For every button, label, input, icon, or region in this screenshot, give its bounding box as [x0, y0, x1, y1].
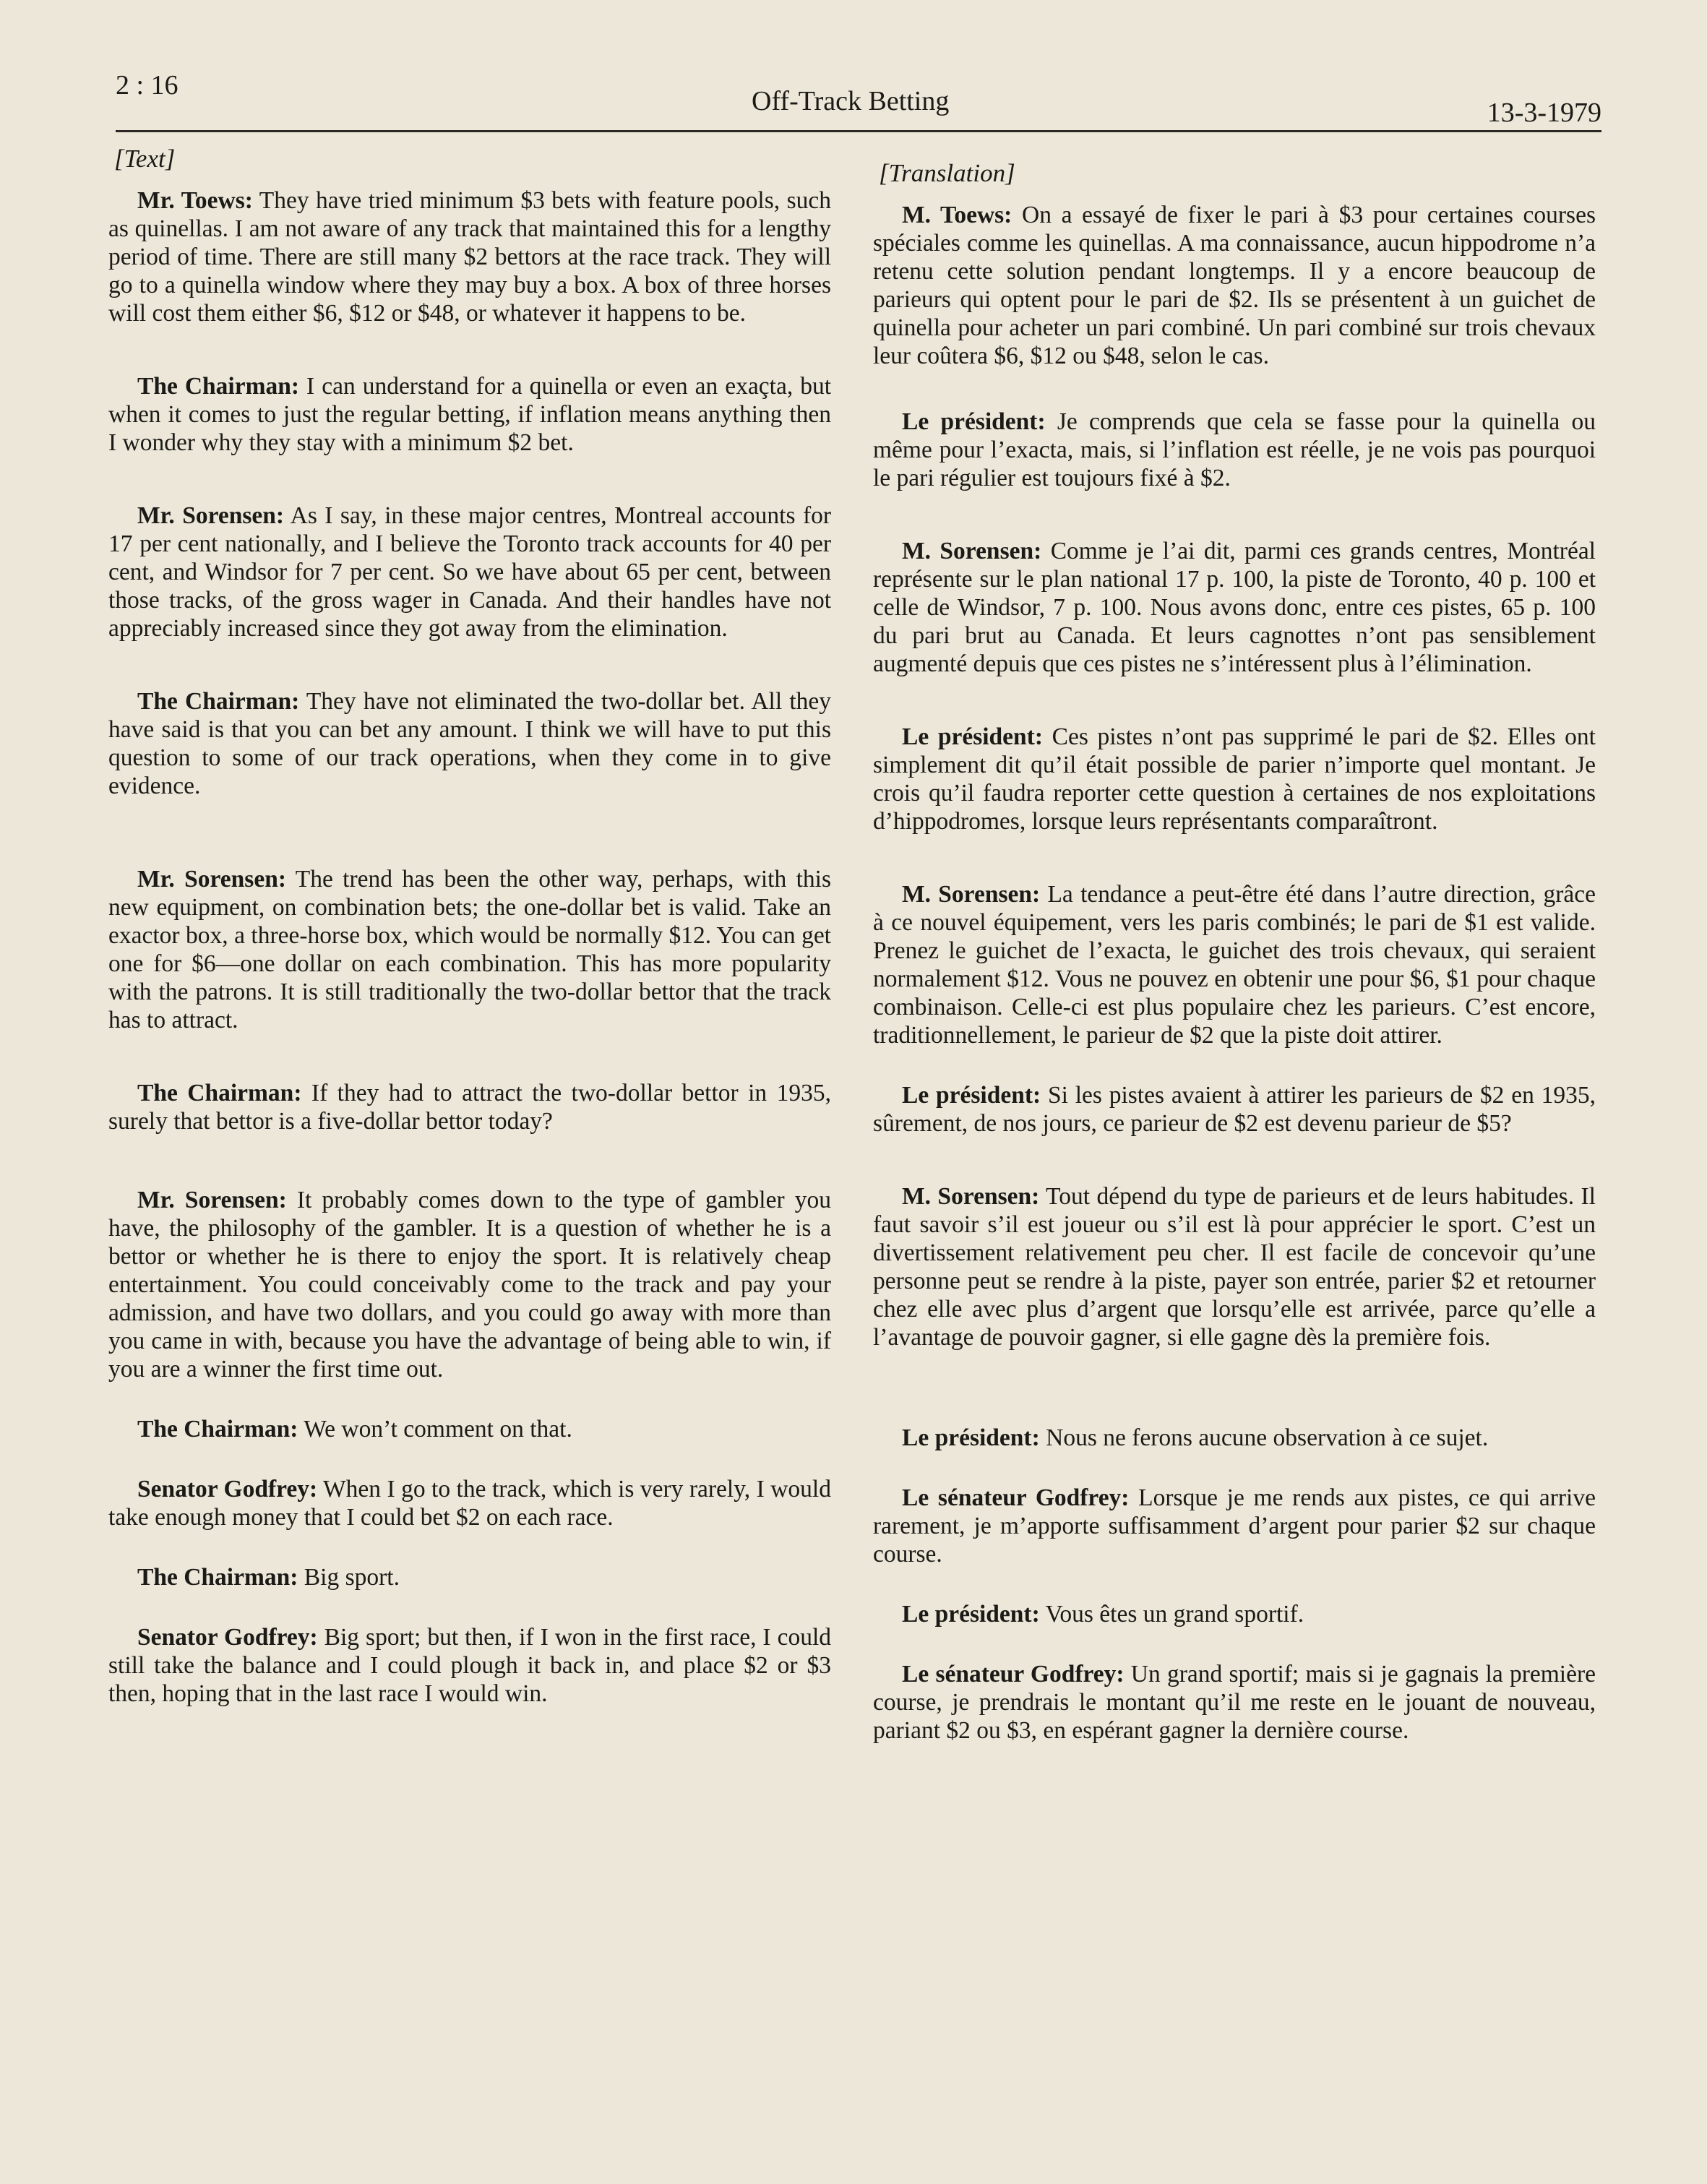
speaker-name: The Chairman:: [137, 373, 300, 400]
column-label: [Text]: [114, 145, 176, 173]
speech-paragraph: [108, 1415, 831, 1443]
speech-text: They have not eliminated the two-dollar bet. All they have said is that you can bet any amount. I think we will have to put this question to some of our track operations, when they come in to give evidence.: [108, 688, 831, 799]
english-column: [108, 145, 831, 1708]
speaker-name: The Chairman:: [137, 1564, 298, 1591]
speech-paragraph: [873, 201, 1596, 370]
speaker-name: Le sénateur Godfrey:: [902, 1661, 1125, 1688]
speaker-name: Mr. Sorensen:: [137, 1187, 287, 1213]
speech-paragraph: [873, 1081, 1596, 1138]
speech-paragraph: [108, 1623, 831, 1708]
speech-text: It probably comes down to the type of gambler you have, the philosophy of the gambler. It is a question of whether he is a bettor or whether he is there to enjoy the sport. It is relatively cheap entertainment. You could conceivably come to the track and pay your admission, and have two dollars, and you could go away with more than you came in with, because you have the advantage of being able to win, if you are a winner the first time out.: [108, 1187, 832, 1383]
speech-paragraph: [873, 1600, 1596, 1628]
speaker-name: M. Sorensen:: [902, 538, 1042, 564]
speech-text: Nous ne ferons aucune observation à ce sujet.: [1039, 1424, 1489, 1451]
speech-paragraph: [873, 1484, 1596, 1568]
speech-text: We won’t comment on that.: [298, 1416, 572, 1443]
speech-text: Si les pistes avaient à attirer les parieurs de $2 en 1935, sûrement, de nos jours, ce parieur de $2 est devenu parieur de $5?: [873, 1082, 1596, 1137]
speaker-name: M. Toews:: [902, 202, 1012, 228]
speaker-name: Le sénateur Godfrey:: [902, 1484, 1130, 1511]
speech-text: On a essayé de fixer le pari à $3 pour certaines courses spéciales comme les quinellas. A ma connaissance, aucun hippodrome n’a retenu cette solution pendant longtemps. Il y a encore beaucoup de parieurs qui optent pour le pari de $2. Ils se présentent à un guichet de quinella pour acheter un pari combiné. Un pari combiné sur trois chevaux leur coûtera $6, $12 ou $48, selon le cas.: [873, 202, 1596, 369]
speech-text: Comme je l’ai dit, parmi ces grands centres, Montréal représente sur le plan national 17 p. 100, la piste de Toronto, 40 p. 100 et celle de Windsor, 7 p. 100. Nous avons donc, entre ces pistes, 65 p. 100 du pari brut au Canada. Et leurs cagnottes n’ont pas sensiblement augmenté depuis que ces pistes ne s’intéressent plus à l’élimination.: [873, 538, 1596, 677]
page-number: 2 : 16: [116, 70, 179, 100]
speech-paragraph: [873, 723, 1596, 835]
speech-paragraph: [873, 537, 1596, 678]
french-column: [873, 159, 1596, 1745]
speech-paragraph: [873, 408, 1596, 492]
speaker-name: Mr. Sorensen:: [137, 502, 285, 529]
speaker-name: M. Sorensen:: [902, 1183, 1040, 1210]
speech-text: Tout dépend du type de parieurs et de leurs habitudes. Il faut savoir s’il est joueur ou s’il est là pour apprécier le sport. C’est un divertissement relativement peu cher. Il est facile de concevoir qu’une personne peut se rendre à la piste, payer son entrée, parier $2 et retourner chez elle avec plus d’argent que lorsqu’elle est arrivée, parce qu’elle a l’avantage de pouvoir gagner, si elle gagne dès la première fois.: [873, 1183, 1596, 1351]
speech-paragraph: [108, 372, 831, 457]
speech-paragraph: [108, 1563, 831, 1591]
speech-paragraph: [873, 880, 1596, 1049]
speaker-name: Mr. Sorensen:: [137, 866, 286, 893]
speaker-name: Le président:: [902, 408, 1046, 435]
speech-text: When I go to the track, which is very rarely, I would take enough money that I could bet $2 on each race.: [108, 1476, 831, 1531]
speaker-name: Le président:: [902, 1601, 1040, 1628]
speech-text: La tendance a peut-être été dans l’autre direction, grâce à ce nouvel équipement, vers les paris combinés; le pari de $1 est valide. Prenez le guichet de l’exacta, le guichet des trois chevaux, qui seraient normalement $12. Vous ne pouvez en obtenir une pour $6, $1 pour chaque combinaison. Celle-ci est plus populaire chez les parieurs. C’est encore, traditionnellement, le parieur de $2 que la piste doit attirer.: [873, 881, 1596, 1049]
speech-text: If they had to attract the two-dollar bettor in 1935, surely that bettor is a five-dollar bettor today?: [108, 1080, 831, 1135]
speech-text: Ces pistes n’ont pas supprimé le pari de $2. Elles ont simplement dit qu’il était possible de parier n’importe quel montant. Je crois qu’il faudra reporter cette question à certaines de nos exploitations d’hippodromes, lorsque leurs représentants comparaîtront.: [873, 723, 1596, 835]
speech-text: I can understand for a quinella or even an exaçta, but when it comes to just the regular betting, if inflation means anything then I wonder why they stay with a minimum $2 bet.: [108, 373, 831, 456]
speaker-name: The Chairman:: [137, 1080, 302, 1106]
speech-paragraph: [873, 1424, 1596, 1452]
speech-paragraph: [108, 1079, 831, 1135]
speech-text: Un grand sportif; mais si je gagnais la première course, je prendrais le montant qu’il me reste en le jouant de nouveau, pariant $2 ou $3, en espérant gagner la dernière course.: [873, 1661, 1596, 1744]
speech-paragraph: [873, 1182, 1596, 1351]
speaker-name: Le président:: [902, 1082, 1041, 1109]
speech-paragraph: [108, 186, 831, 327]
speaker-name: Le président:: [902, 723, 1043, 750]
speech-paragraph: [108, 1475, 831, 1531]
speaker-name: The Chairman:: [137, 1416, 298, 1443]
speech-text: As I say, in these major centres, Montreal accounts for 17 per cent nationally, and I believe the Toronto track accounts for 40 per cent, and Windsor for 7 per cent. So we have about 65 per cent, between those tracks, of the gross wager in Canada. And their handles have not appreciably increased since they got away from the elimination.: [108, 502, 832, 642]
speech-text: Big sport; but then, if I won in the first race, I could still take the balance and I could plough it back in, and place $2 or $3 then, hoping that in the last race I would win.: [108, 1624, 831, 1707]
speech-paragraph: [108, 502, 831, 642]
speech-text: They have tried minimum $3 bets with feature pools, such as quinellas. I am not aware of any track that maintained this for a lengthy period of time. There are still many $2 bettors at the race track. They will go to a quinella window where they may buy a box. A box of three horses will cost them either $6, $12 or $48, or whatever it happens to be.: [108, 187, 831, 327]
running-title: Off-Track Betting: [752, 86, 950, 116]
speech-text: The trend has been the other way, perhaps, with this new equipment, on combination bets; the one-dollar bet is valid. Take an exactor box, a three-horse box, which would be normally $12. You can get one for $6—one dollar on each combination. This has more popularity with the patrons. It is still traditionally the two-dollar bettor that the track has to attract.: [108, 866, 831, 1033]
speech-text: Lorsque je me rends aux pistes, ce qui arrive rarement, je m’apporte suffisamment d’argent pour parier $2 sur chaque course.: [873, 1484, 1596, 1568]
speech-paragraph: [108, 687, 831, 800]
speech-paragraph: [108, 1186, 831, 1383]
header-date: 13-3-1979: [1487, 98, 1601, 128]
speech-paragraph: [873, 1660, 1596, 1745]
page-header: [116, 69, 1601, 134]
speech-text: Big sport.: [298, 1564, 400, 1591]
header-rule: [116, 130, 1601, 132]
speech-paragraph: [108, 865, 831, 1034]
speaker-name: Senator Godfrey:: [137, 1476, 318, 1502]
column-label: [Translation]: [879, 159, 1015, 187]
speaker-name: Mr. Toews:: [137, 187, 253, 214]
speaker-name: Senator Godfrey:: [137, 1624, 318, 1651]
speaker-name: Le président:: [902, 1424, 1040, 1451]
speech-text: Je comprends que cela se fasse pour la quinella ou même pour l’exacta, mais, si l’inflation est réelle, je ne vois pas pourquoi le pari régulier est toujours fixé à $2.: [873, 408, 1596, 491]
speaker-name: The Chairman:: [137, 688, 300, 715]
speech-text: Vous êtes un grand sportif.: [1039, 1601, 1304, 1628]
speaker-name: M. Sorensen:: [902, 881, 1041, 908]
